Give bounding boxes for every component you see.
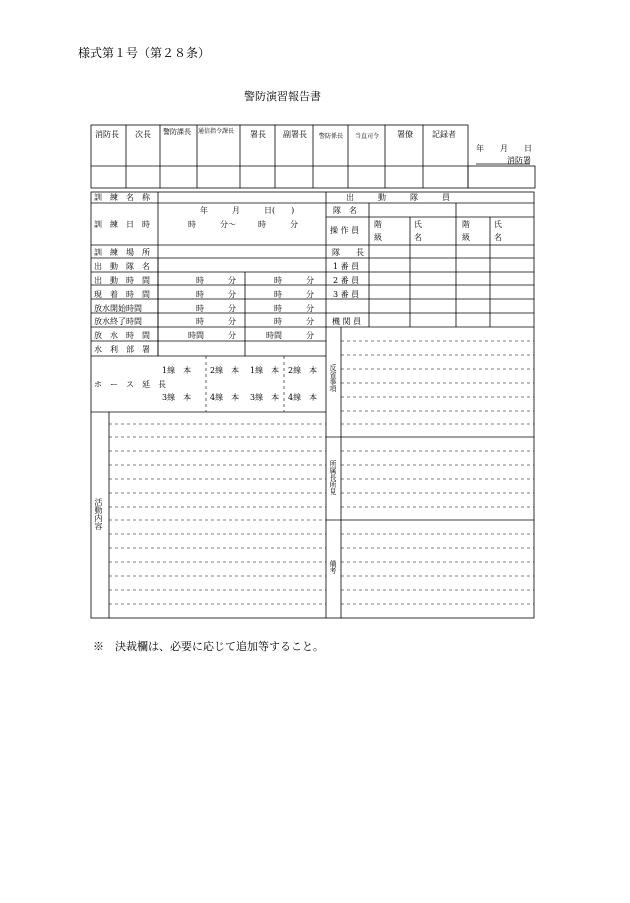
rank-bottom-2: 級: [462, 233, 470, 242]
label-unit-name: 隊 名: [333, 206, 357, 215]
label-water-source: 水 利 部 署: [94, 345, 150, 354]
name-top-1: 氏: [414, 220, 422, 229]
hose-4-b: 4線 本: [288, 393, 318, 402]
label-water-start: 放水開始時間: [94, 304, 142, 313]
rank-bottom-1: 級: [374, 233, 382, 242]
approval-date: 年 月 日: [476, 144, 532, 153]
label-member-3: 3 番 員: [333, 290, 360, 299]
label-dispatch-time: 出 動 時 間: [94, 276, 150, 285]
hose-2-b: 2線 本: [288, 366, 318, 375]
water-duration-b: 時間 分: [266, 331, 314, 340]
approval-col-3: 警防課長: [163, 128, 191, 136]
name-bottom-1: 名: [414, 233, 422, 242]
label-arrival-time: 現 着 時 間: [94, 290, 150, 299]
approval-col-2: 次長: [135, 130, 151, 139]
approval-col-6: 副署長: [283, 130, 307, 139]
form-number: 様式第１号（第２８条）: [78, 46, 211, 60]
dispatch-time-a: 時 分: [196, 276, 236, 285]
water-end-a: 時 分: [196, 317, 236, 326]
label-water-duration: 放 水 時 間: [94, 331, 150, 340]
approval-col-4: 通信指令課長: [198, 128, 235, 135]
label-water-end: 放水終了時間: [94, 317, 142, 326]
footnote: ※ 決裁欄は、必要に応じて追加等すること。: [93, 640, 324, 653]
label-member-2: 2 番 員: [333, 276, 360, 285]
label-review: 反省事項: [329, 364, 337, 392]
label-engineer: 機 関 員: [332, 317, 362, 326]
label-activity: 活動内容: [94, 498, 103, 530]
hose-4-a: 4線 本: [210, 393, 240, 402]
hose-1-b: 1線 本: [250, 366, 280, 375]
arrival-time-a: 時 分: [196, 290, 236, 299]
label-captain: 隊 長: [332, 248, 364, 257]
training-time-from: 時 分～: [188, 220, 236, 229]
label-remarks: 備考: [329, 560, 337, 574]
label-dispatch-unit: 出 動 隊 名: [94, 262, 150, 271]
label-chief-opinion: 所属長所見: [329, 460, 337, 495]
approval-col-9: 署僚: [397, 130, 413, 139]
label-operator: 操 作 員: [330, 226, 360, 235]
label-training-name: 訓 練 名 称: [94, 193, 150, 202]
label-training-datetime: 訓 練 日 時: [94, 220, 150, 229]
training-time-to: 時 分: [258, 220, 298, 229]
label-dispatch-crew: 出 動 隊 員: [346, 193, 450, 202]
label-member-1: 1 番 員: [333, 262, 360, 271]
hose-2-a: 2線 本: [210, 366, 240, 375]
approval-col-7: 警防係長: [319, 133, 344, 140]
label-hose-extension: ホ ー ス 延 長: [94, 380, 166, 389]
hose-3-b: 3線 本: [250, 393, 280, 402]
name-bottom-2: 名: [494, 233, 502, 242]
water-end-b: 時 分: [274, 317, 314, 326]
training-date-line: 年 月 日( ): [200, 206, 295, 215]
rank-top-1: 階: [374, 220, 382, 229]
approval-col-1: 消防長: [95, 130, 119, 139]
water-start-b: 時 分: [274, 304, 314, 313]
name-top-2: 氏: [494, 220, 502, 229]
approval-station: 消防署: [507, 156, 531, 165]
dispatch-time-b: 時 分: [274, 276, 314, 285]
approval-col-8: 当直司令: [355, 133, 380, 140]
hose-1-a: 1線 本: [162, 366, 192, 375]
rank-top-2: 階: [462, 220, 470, 229]
approval-col-5: 署長: [250, 130, 266, 139]
page-title: 警防演習報告書: [244, 90, 321, 103]
arrival-time-b: 時 分: [274, 290, 314, 299]
water-start-a: 時 分: [196, 304, 236, 313]
hose-3-a: 3線 本: [162, 393, 192, 402]
label-training-place: 訓 練 場 所: [94, 248, 150, 257]
water-duration-a: 時間 分: [188, 331, 236, 340]
approval-col-10: 記録者: [432, 130, 456, 139]
